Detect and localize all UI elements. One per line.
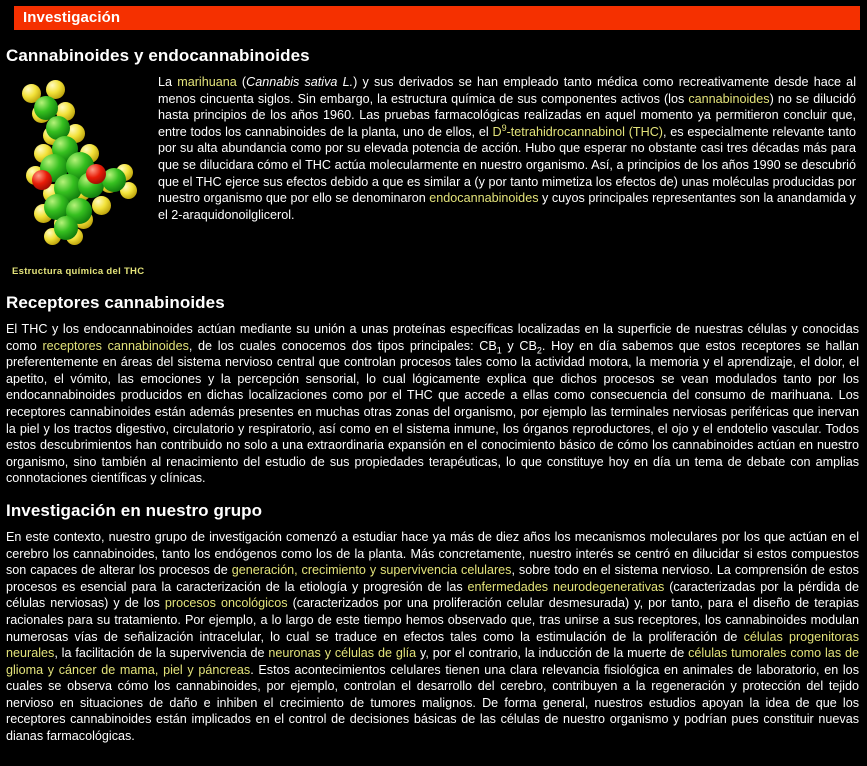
cb2-subscript: 2 <box>536 345 542 356</box>
carbon-atom <box>54 216 78 240</box>
hydrogen-atom <box>92 196 111 215</box>
text-run: (caracterizados por una proliferación celular desmesurada) y, por tanto, para el diseño de terapias racionales para su tratamiento. Por ejemplo, a lo largo de este tiempo hemos observado que, tras unirse a sus receptores, los cannabinoides modulan numerosas vías de señalización intracelular, lo cual se traduce en efectos tales como la estimulación de la proliferación de <box>6 596 859 644</box>
highlight-procesos-celulares: generación, crecimiento y supervivencia celulares <box>231 563 512 578</box>
species-name: Cannabis sativa L. <box>246 75 354 89</box>
text-run: ) y sus derivados se han empleado tanto médica como recreativamente desde hace al menos cincuenta siglos. Sin embargo, la estructura química de sus componentes activos (los <box>158 75 856 106</box>
highlight-endocannabinoides: endocannabinoides <box>429 191 539 206</box>
text-run: ) no se dilucidó hasta principios de los años 1960. Las pruebas farmacológicas realizadas en aquel momento ya permitieron concluir que, entre todos los cannabinoides de la planta, uno de ellos, el <box>158 91 856 139</box>
page-title: Investigación <box>23 9 121 26</box>
text-run: , sobre todo en el sistema nervioso. La comprensión de estos procesos es esencial para la caracterización de la etiología y progresión de las <box>6 563 859 594</box>
text-run: La <box>158 75 178 89</box>
text-run: , es especialmente relevante tanto por su alta abundancia como por su elevada potencia de acción. Hubo que esperar no obstante casi tres décadas más para que se dilucidara cómo el THC actúa molecularmente en nuestro organismo. Así, a principios de los años 1990 se descubrió que el THC ejerce sus efectos debido a que es similar a (y por tanto mimetiza los efectos de) unas moléculas producidas por nuestro organismo que por ello se denominaron <box>158 124 857 206</box>
text-run: En este contexto, nuestro grupo de investigación comenzó a estudiar hace ya más de diez años los mecanismos moleculares por los que actúan en el cerebro los cannabinoides, tanto los endógenos como los de la planta. Más concretamente, nuestro interés se centró en dilucidar si estos compuestos son capaces de alterar los procesos de <box>6 529 859 578</box>
highlight-marihuana: marihuana <box>177 75 237 89</box>
text-run: . Estos acontecimientos celulares tienen una clara relevancia fisiológica en animales de laboratorio, en los cuales se observa cómo los cannabinoides, por ejemplo, controlan el desarrollo del cerebro, contribuyen a la regeneración y protección del tejido nervioso en situaciones de daño e inhiben el crecimiento de tumores malignos. De forma general, nuestros estudios apoyan la idea de que los receptores cannabinoides están implicados en el control de decisiones básicas de las células de nuestro organismo y podrían pues constituir nuevas dianas farmacológicas. <box>6 662 859 744</box>
paragraph-cannabinoides <box>158 74 856 223</box>
paragraph-receptores <box>6 321 859 487</box>
text-run: y CB <box>501 338 537 353</box>
text-run: , de los cuales conocemos dos tipos principales: CB <box>188 338 497 353</box>
text-run: , la facilitación de la supervivencia de <box>54 646 269 661</box>
thc-figure <box>10 78 146 277</box>
section-heading-receptores: Receptores cannabinoides <box>6 293 225 312</box>
text-run: y cuyos principales representantes son la anandamida y el 2-araquidonoilglicerol. <box>158 191 856 222</box>
oxygen-atom <box>86 164 106 184</box>
section-body-receptores <box>0 321 867 487</box>
highlight-neuronas-glia: neuronas y células de glía <box>268 646 417 661</box>
text-run: y, por el contrario, la inducción de la muerte de <box>416 646 689 661</box>
section-body-investigacion-grupo <box>0 529 867 745</box>
section-heading-investigacion-grupo: Investigación en nuestro grupo <box>6 500 263 520</box>
thc-superscript: 9 <box>501 122 507 133</box>
text-run: El THC y los endocannabinoides actúan mediante su unión a unas proteínas específicas localizadas en la superficie de nuestras células y conocidas como <box>6 322 859 353</box>
highlight-procesos-oncologicos: procesos oncológicos <box>164 596 288 611</box>
highlight-celulas-progenitoras: células progenitoras neurales <box>6 629 859 661</box>
thc-molecule-image <box>10 78 142 258</box>
page-banner-container <box>0 0 867 30</box>
thc-name: -tetrahidrocannabinol (THC) <box>506 124 663 139</box>
text-run: ( <box>236 75 247 89</box>
intro-block <box>0 74 867 279</box>
thc-delta: D <box>492 124 502 139</box>
cb1-subscript: 1 <box>496 345 502 356</box>
intro-paragraph-container <box>158 74 860 223</box>
highlight-celulas-tumorales: células tumorales como las de glioma y cáncer de mama, piel y páncreas <box>6 646 859 677</box>
text-run: . Hoy en día sabemos que estos receptores se hallan preferentemente en áreas del sistema nervioso central que controlan procesos tales como la actividad motora, la memoria y el aprendizaje, el dolor, el apetito, el vómito, las emociones y la percepción sensorial, lo cual lógicamente explica que dichos procesos se vean modulados tanto por los endocannabinoides producidos en dichas localizaciones como por el THC que accede a ellas como consecuencia del consumo de marihuana. Los receptores cannabinoides están además presentes en muchas otras zonas del organismo, por ejemplo las terminales nerviosas periféricas que inervan la piel y los tractos digestivo, circulatorio y respiratorio, así como en el sistema inmune, los órganos reproductores, el ojo y el endotelio vascular. Todos estos descubrimientos han contribuido no solo a una extraordinaria expansión en el conocimiento básico de cómo los cannabinoides actúan en nuestro organismo, sino también al renacimiento del estudio de sus propiedades terapéuticas, lo que constituye hoy en día un tema de debate con amplias connotaciones científicas y clínicas. <box>6 338 859 486</box>
figure-caption: Estructura química del THC <box>12 266 145 277</box>
oxygen-atom <box>32 170 52 190</box>
highlight-thc <box>492 122 663 139</box>
paragraph-investigacion-grupo <box>6 529 859 745</box>
highlight-enfermedades-neurodegenerativas: enfermedades neurodegenerativas <box>467 579 665 594</box>
highlight-receptores-cannabinoides: receptores cannabinoides <box>42 338 189 353</box>
highlight-cannabinoides: cannabinoides <box>688 91 770 106</box>
section-heading-cannabinoides: Cannabinoides y endocannabinoides <box>6 46 310 65</box>
text-run: (caracterizadas por la pérdida de células nerviosas) y de los <box>6 579 860 611</box>
page-banner <box>14 6 860 30</box>
